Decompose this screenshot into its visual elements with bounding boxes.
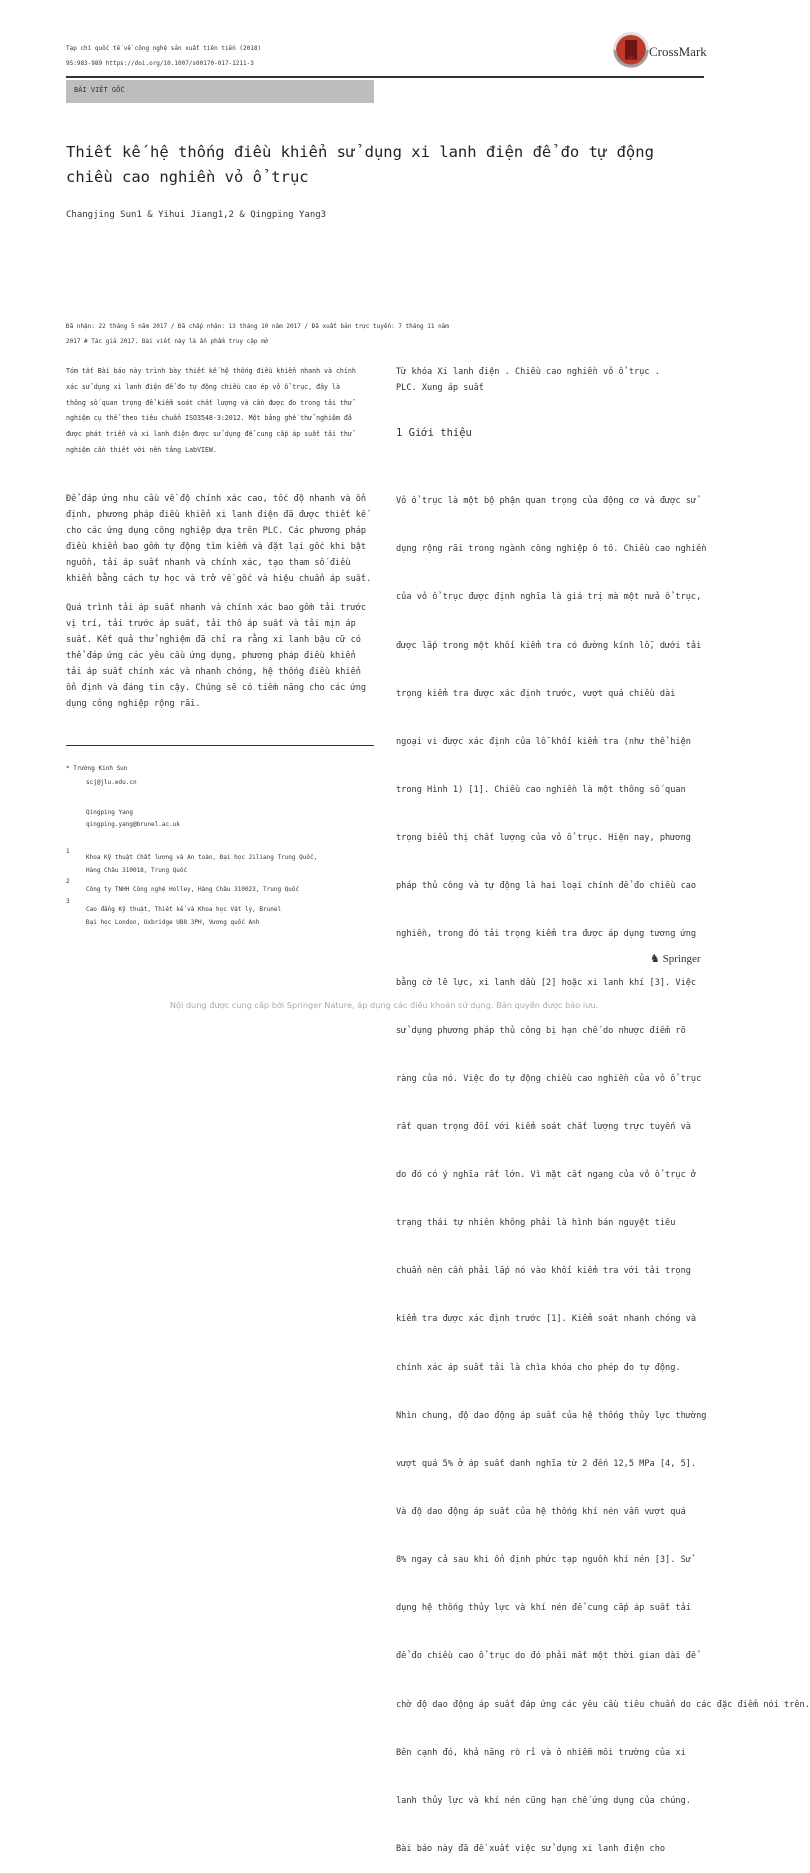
corresponding-email[interactable]: scj@jlu.edu.cn bbox=[86, 779, 137, 786]
doi-line[interactable]: 95:983-989 https://doi.org/10.1007/s00170-017-1211-3 bbox=[66, 60, 254, 67]
text-line: sử dụng phương pháp thủ công bị hạn chế do nhược điểm rõ bbox=[396, 1025, 686, 1036]
text-line: vị trí, tải trước áp suất, tải thô áp suất và tải mịn áp bbox=[66, 619, 356, 629]
springer-horse-icon: ♞ bbox=[650, 953, 660, 965]
journal-name: Tạp chí quốc tế về công nghệ sản xuất tiên tiến (2018) bbox=[66, 45, 262, 52]
text-line: Và độ dao động áp suất của hệ thống khí nén vẫn vượt quá bbox=[396, 1507, 686, 1518]
affiliation-line: Cao đẳng Kỹ thuật, Thiết kế và Khoa học Vật lý, Brunel bbox=[86, 906, 282, 913]
text-line: dụng rộng rãi trong ngành công nghiệp ô tô. Chiều cao nghiền bbox=[396, 544, 707, 555]
text-line: tải áp suất chính xác và nhanh chóng, hệ thống điều khiển bbox=[66, 667, 361, 677]
publisher-logo bbox=[650, 952, 701, 965]
copyright-footer: Nội dung được cung cấp bởi Springer Nature, áp dụng các điều khoản sử dụng. Bản quyền được bảo lưu. bbox=[169, 1000, 599, 1010]
footnote-rule bbox=[66, 745, 374, 746]
title-line: chiều cao nghiền vỏ ổ trục bbox=[66, 168, 309, 186]
text-line: ràng của nó. Việc đo tự động chiều cao nghiền của vỏ ổ trục bbox=[396, 1073, 702, 1084]
publisher-name: Springer bbox=[662, 953, 701, 965]
text-line: điều khiển bao gồm tự động tìm kiếm và đặt lại gốc khi bật bbox=[66, 542, 367, 552]
affiliation-line: Công ty TNHH Công nghệ Holley, Hàng Châu 310023, Trung Quốc bbox=[86, 886, 300, 893]
abstract-line: thông số quan trọng để kiểm soát chất lượng và cần được đo trong tải thử bbox=[66, 398, 352, 407]
license-line: 2017 # Tác giả 2017. Bài viết này là ấn phẩm truy cập mở bbox=[66, 338, 269, 345]
article-type-badge bbox=[66, 80, 374, 103]
text-line: dụng công nghiệp rộng rãi. bbox=[66, 699, 201, 709]
text-line: Để đáp ứng nhu cầu về độ chính xác cao, tốc độ nhanh và ổn bbox=[66, 494, 367, 504]
text-line: lanh thủy lực và khí nén cũng hạn chế ứng dụng của chúng. bbox=[396, 1795, 691, 1806]
text-line: chờ độ dao động áp suất đáp ứng các yêu cầu tiêu chuẩn do các đặc điểm nói trên. bbox=[396, 1699, 810, 1710]
text-line: của vỏ ổ trục được định nghĩa là giá trị mà một nửa ổ trục, bbox=[396, 592, 702, 603]
text-line: Vỏ ổ trục là một bộ phận quan trọng của động cơ và được sử bbox=[396, 496, 697, 507]
title-line: Thiết kế hệ thống điều khiển sử dụng xi lanh điện để đo tự động bbox=[66, 143, 654, 161]
article-title bbox=[66, 140, 666, 190]
keywords bbox=[396, 364, 696, 396]
crossmark-icon bbox=[612, 31, 650, 69]
affiliation-number: 3 bbox=[66, 898, 70, 905]
article-dates bbox=[66, 322, 466, 346]
text-line: Bài báo này đã đề xuất việc sử dụng xi lanh điện cho bbox=[396, 1844, 666, 1855]
text-line: Nhìn chung, độ dao động áp suất của hệ thống thủy lực thường bbox=[396, 1410, 707, 1421]
keywords-line: Từ khóa Xi lanh điện . Chiều cao nghiền vỏ ổ trục . bbox=[396, 367, 660, 377]
affiliation-line: Đại học London, Uxbridge UB8 3PH, Vương quốc Anh bbox=[86, 919, 260, 926]
abstract bbox=[66, 364, 371, 459]
author3-email[interactable]: qingping.yang@brunel.ac.uk bbox=[86, 821, 180, 828]
crossmark-badge[interactable] bbox=[612, 31, 722, 73]
text-line: vượt quá 5% ở áp suất danh nghĩa từ 2 đến 12,5 MPa [4, 5]. bbox=[396, 1458, 697, 1469]
text-line: khiển bằng cách tự học và trở về gốc và hiệu chuẩn áp suất. bbox=[66, 574, 372, 584]
abstract-line: nghiệm cụ thể theo tiêu chuẩn ISO3548-3:2012. Một bảng ghế thử nghiệm đã bbox=[66, 414, 352, 423]
text-line: 8% ngay cả sau khi ổn định phức tạp nguồn khí nén [3]. Sử bbox=[396, 1555, 691, 1566]
text-line: chính xác áp suất tải là chìa khóa cho phép đo tự động. bbox=[396, 1362, 681, 1373]
paragraph bbox=[66, 600, 376, 712]
abstract-line: Tóm tắt Bài báo này trình bày thiết kế hệ thống điều khiển nhanh và chính bbox=[66, 367, 356, 375]
text-line: chuẩn nên cần phải lắp nó vào khối kiểm tra với tải trọng bbox=[396, 1266, 691, 1277]
header-rule bbox=[66, 76, 704, 78]
text-line: nghiền, trong đó tải trọng kiểm tra được áp dụng tương ứng bbox=[396, 929, 697, 940]
author3-name: Qingping Yang bbox=[86, 809, 133, 816]
text-line: rất quan trọng đối với kiểm soát chất lượng trực tuyến và bbox=[396, 1121, 691, 1132]
text-line: được lắp trong một khối kiểm tra có đường kính lỗ, dưới tải bbox=[396, 640, 702, 651]
text-line: trọng biểu thị chất lượng của vỏ ổ trục. Hiện nay, phương bbox=[396, 833, 691, 844]
text-line: pháp thủ công và tự động là hai loại chính để đo chiều cao bbox=[396, 881, 697, 892]
section-heading: 1 Giới thiệu bbox=[396, 427, 472, 439]
abstract-line: nghiệm cần thiết với nền tảng LabVIEW. bbox=[66, 445, 217, 454]
text-line: trọng kiểm tra được xác định trước, vượt quá chiều dài bbox=[396, 688, 676, 699]
text-line: bằng cờ lê lực, xi lanh dầu [2] hoặc xi lanh khí [3]. Việc bbox=[396, 977, 697, 988]
text-line: do đó có ý nghĩa rất lớn. Vì mặt cắt ngang của vỏ ổ trục ở bbox=[396, 1170, 697, 1181]
abstract-line: xác sử dụng xi lanh điện để đo tự động chiều cao ép vỏ ổ trục, đây là bbox=[66, 382, 340, 391]
intro-body bbox=[396, 461, 810, 1873]
text-line: để đo chiều cao ổ trục do đó phải mất một thời gian dài để bbox=[396, 1651, 697, 1662]
affiliation-number: 1 bbox=[66, 848, 70, 855]
text-line: thể đáp ứng các yêu cầu ứng dụng, phương pháp điều khiển bbox=[66, 651, 356, 661]
affiliation-line: Hàng Châu 310018, Trung Quốc bbox=[86, 867, 188, 874]
text-line: trạng thái tự nhiên không phải là hình bán nguyệt tiêu bbox=[396, 1218, 676, 1229]
paragraph bbox=[66, 491, 376, 587]
text-line: Bên cạnh đó, khả năng rò rỉ và ô nhiễm môi trường của xi bbox=[396, 1747, 686, 1758]
text-line: ngoại vi được xác định của lỗ khối kiểm tra (như thể hiện bbox=[396, 736, 691, 747]
dates-line: Đã nhận: 22 tháng 5 năm 2017 / Đã chấp nhận: 13 tháng 10 năm 2017 / Đã xuất bản trực tuyến: 7 tháng 11 năm bbox=[66, 323, 449, 330]
text-line: nguồn, tải áp suất nhanh và chính xác, tạo tham số điều bbox=[66, 558, 351, 568]
affiliation-line: Khoa Kỹ thuật Chất lượng và An toàn, Đại học Jiliang Trung Quốc, bbox=[86, 854, 318, 861]
article-type-label: BÀI VIẾT GỐC bbox=[74, 86, 125, 94]
text-line: trong Hình 1) [1]. Chiều cao nghiền là một thông số quan bbox=[396, 784, 686, 795]
text-line: cho các ứng dụng công nghiệp dựa trên PLC. Các phương pháp bbox=[66, 526, 367, 536]
text-line: kiểm tra được xác định trước [1]. Kiểm soát nhanh chóng và bbox=[396, 1314, 697, 1325]
text-line: dụng hệ thống thủy lực và khí nén để cung cấp áp suất tải bbox=[396, 1603, 691, 1614]
text-line: suất. Kết quả thử nghiệm đã chỉ ra rằng xi lanh bậu cữ có bbox=[66, 635, 361, 645]
affiliation-number: 2 bbox=[66, 878, 70, 885]
author-list: Changjing Sun1 & Yihui Jiang1,2 & Qingping Yang3 bbox=[66, 210, 327, 220]
text-line: ổn định và đáng tin cậy. Chúng sẽ có tiềm năng cho các ứng bbox=[66, 683, 367, 693]
text-line: định, phương pháp điều khiển xi lanh điện đã được thiết kế bbox=[66, 510, 367, 520]
left-column-body bbox=[66, 491, 376, 725]
abstract-line: được phát triển và xi lanh điện được sử dụng để cung cấp áp suất tải thử bbox=[66, 430, 352, 439]
crossmark-label: CrossMark bbox=[649, 44, 707, 59]
text-line: Quá trình tải áp suất nhanh và chính xác bao gồm tải trước bbox=[66, 603, 367, 613]
keywords-line: PLC. Xung áp suất bbox=[396, 383, 484, 393]
corresponding-author: * Trường Kinh Sun bbox=[66, 765, 128, 772]
